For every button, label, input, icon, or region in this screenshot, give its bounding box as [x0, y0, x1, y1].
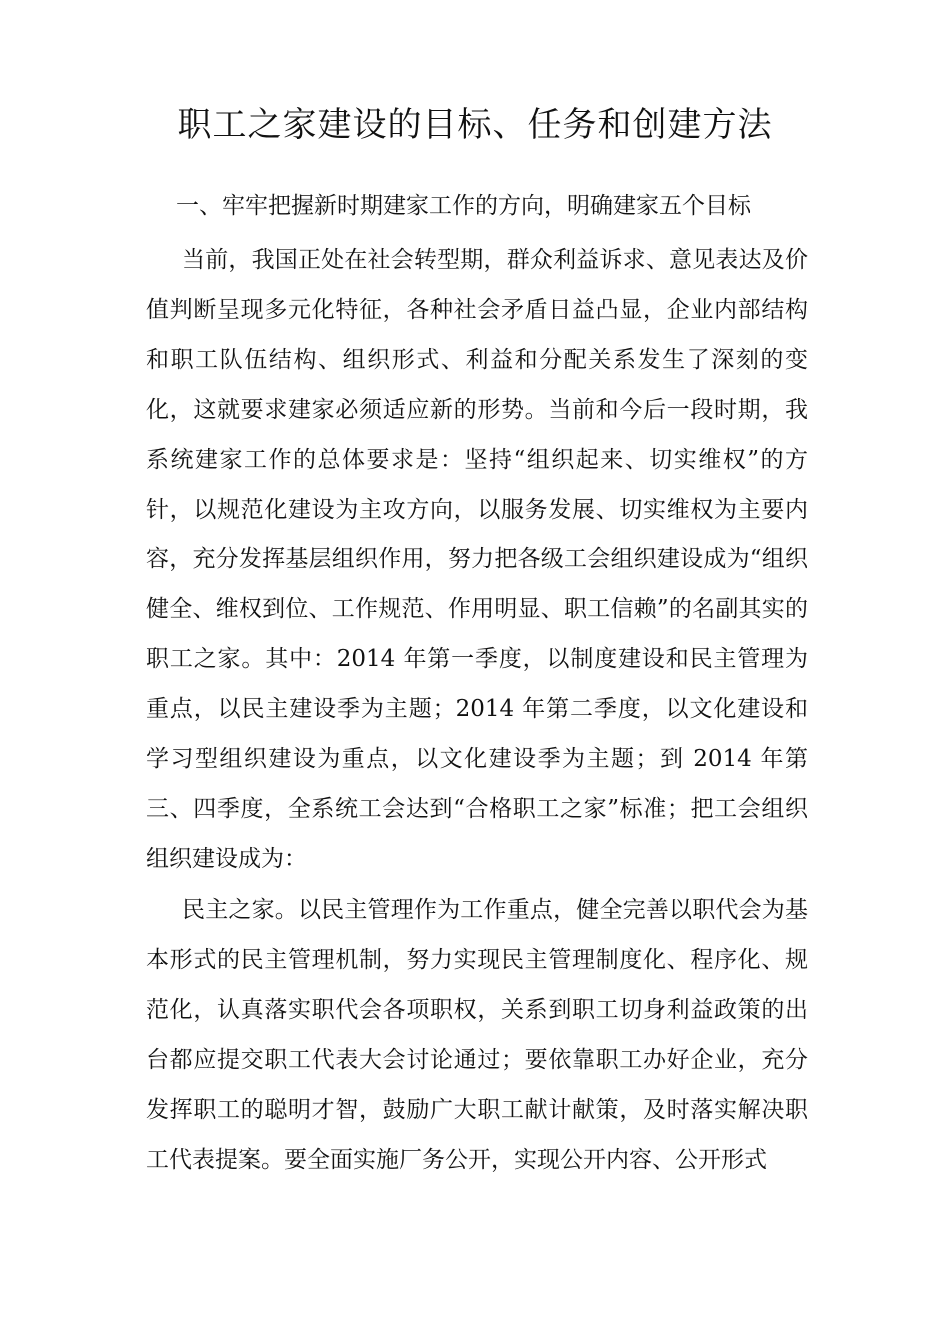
section-heading: 一、牢牢把握新时期建家工作的方向，明确建家五个目标: [176, 193, 751, 219]
document-title: 职工之家建设的目标、任务和创建方法: [177, 105, 773, 145]
paragraph-2: 民主之家。以民主管理作为工作重点，健全完善以职代会为基本形式的民主管理机制，努力实现民主管理制度化、程序化、规范化，认真落实职代会各项职权，关系到职工切身利益政策的出台都应提交职工代表大会讨论通过；要依靠职工办好企业，充分发挥职工的聪明才智，鼓励广大职工献计献策，及时落实解决职工代表提案。要全面实施厂务公开，实现公开内容、公开形式: [146, 897, 808, 1173]
paragraph-1: 当前，我国正处在社会转型期，群众利益诉求、意见表达及价值判断呈现多元化特征，各种社会矛盾日益凸显，企业内部结构和职工队伍结构、组织形式、利益和分配关系发生了深刻的变化，这就要求建家必须适应新的形势。当前和今后一段时期，我系统建家工作的总体要求是：坚持“组织起来、切实维权”的方针，以规范化建设为主攻方向，以服务发展、切实维权为主要内容，充分发挥基层组织作用，努力把各级工会组织建设成为“组织健全、维权到位、工作规范、作用明显、职工信赖”的名副其实的职工之家。其中：2014 年第一季度，以制度建设和民主管理为重点，以民主建设季为主题；2014 年第二季度，以文化建设和学习型组织建设为重点，以文化建设季为主题；到 2014 年第三、四季度，全系统工会达到“合格职工之家”标准；把工会组织组织建设成为：: [146, 247, 808, 872]
